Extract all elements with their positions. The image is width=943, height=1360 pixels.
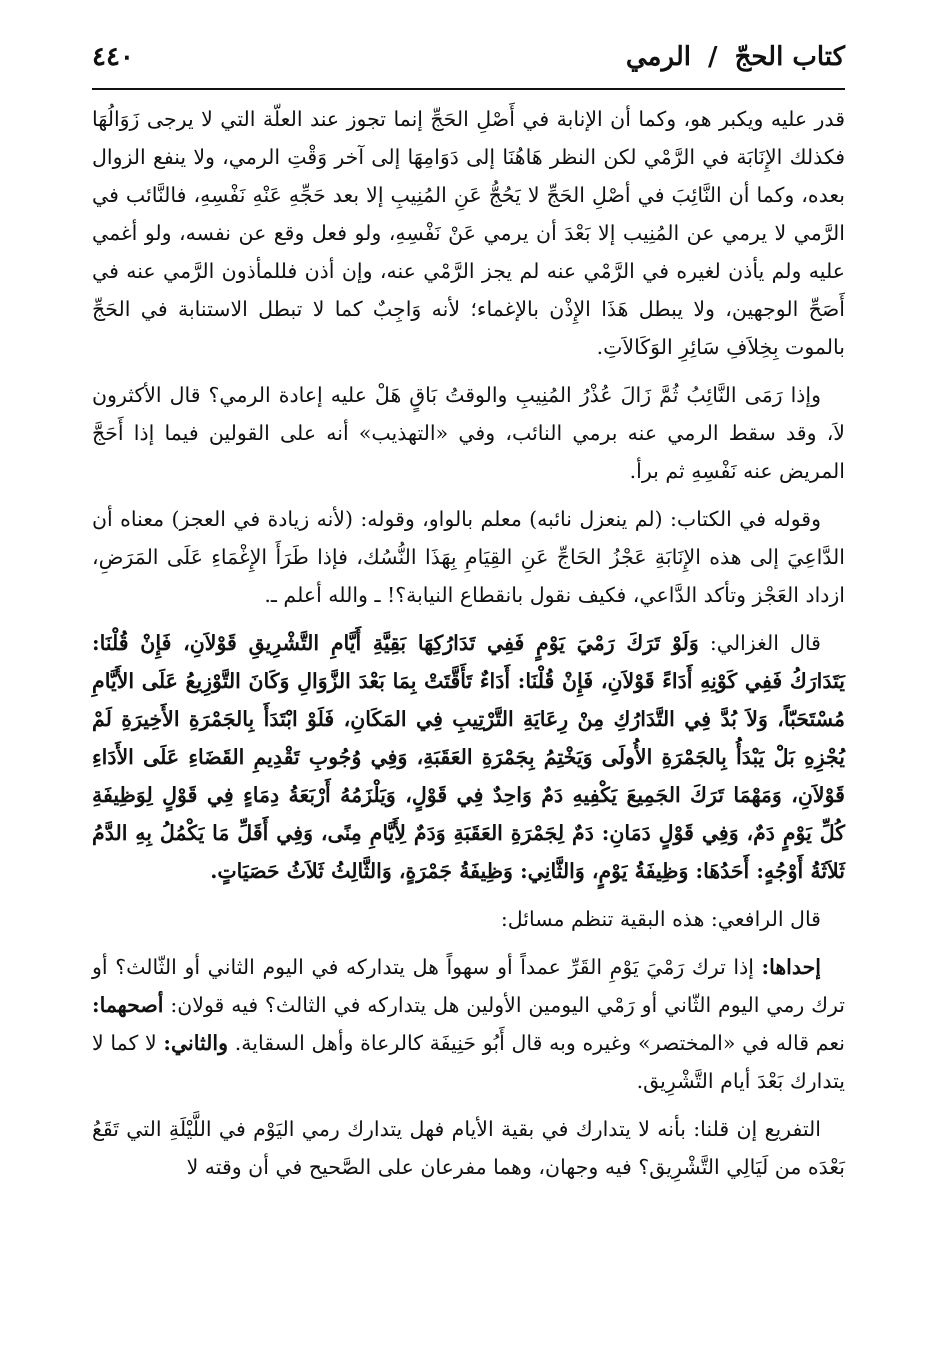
book-title: كتاب الحجّ [734,42,845,72]
term-first-issue: إحداها: [761,955,821,979]
most-correct-text: نعم قاله في «المختصر» وغيره وبه قال أَبُو حَنِيفَة كالرعاة وأهل السقاية. [234,1031,845,1055]
paragraph-4-ghazali [92,624,845,890]
page-header [92,38,845,90]
running-title [626,42,845,72]
ghazali-quote: وَلَوْ تَرَكَ رَمْيَ يَوْمٍ فَفِي تَدَارُكِهَا بَقِيَّةِ أَيَّامِ التَّشْرِيقِ قَوْلاَنِ، فَإِنْ قُلْنَا: يَتَدَارَكُ فَفِي كَوْنِهِ أَدَاءً قَوْلاَنِ، فَإِنْ قُلْنَا: أَدَاءٌ تَأَقَّتَتْ بِمَا بَعْدَ الزَّوَالِ وَكَانَ التَّوْزِيعُ عَلَى الأَيَّامِ مُسْتَحَبّاً، وَلاَ بُدَّ فِي التَّدَارُكِ مِنْ رِعَايَةِ التَّرْتِيبِ فِي المَكَانِ، فَلَوْ ابْتَدَأَ بِالجَمْرَةِ الأَخِيرَةِ لَمْ يُجْزِهِ بَلْ يَبْدَأُ بِالجَمْرَةِ الأُولَى وَيَخْتِمُ بِجَمْرَةِ العَقَبَةِ، وَفِي وُجُوبِ تَقْدِيمِ القَضَاءِ عَلَى الأَدَاءِ قَوْلاَنِ، وَمَهْمَا تَرَكَ الجَمِيعَ يَكْفِيهِ دَمٌ وَاحِدٌ فِي قَوْلٍ، وَيَلْزَمُهُ أَرْبَعَةُ دِمَاءٍ فِي قَوْلٍ لِوَظِيفَةِ كُلِّ يَوْمٍ دَمٌ، وَفِي قَوْلٍ دَمَانِ: دَمٌ لِجَمْرَةِ العَقَبَةِ وَدَمٌ لِأَيَّامِ مِنًى، وَفِي أَقَلِّ مَا يَكْمُلُ بِهِ الدَّمُ ثَلاَثَةُ أَوْجُهٍ: أَحَدُهَا: وَظِيفَةُ يَوْمٍ، وَالثَّانِي: وَظِيفَةُ جَمْرَةٍ، وَالثَّالِثُ ثَلاَثُ حَصَيَاتٍ. [92,631,845,883]
second-opinion-text: لا كما لا يتدارك بَعْدَ أيام التَّشْرِيق. [92,1031,845,1093]
paragraph-5-rafii: قال الرافعي: هذه البقية تنظم مسائل: [500,907,821,931]
term-second-opinion: والثاني: [163,1031,229,1055]
paragraph-2: وإذا رَمَى النَّائِبُ ثُمَّ زَالَ عُذْرُ المُنِيبِ والوقتُ بَاقٍ هَلْ عليه إعادة الرمي؟ قال الأكثرون لاَ، وقد سقط الرمي عنه برمي النائب، وفي «التهذيب» أنه على القولين فيما إذا أَحَجَّ المريض عنه نَفْسِهِ ثم برأ. [92,383,845,483]
paragraph-7: التفريع إن قلنا: بأنه لا يتدارك في بقية الأيام فهل يتدارك رمي اليَوْم في اللَّيْلَةِ التي تَقَعُ بَعْدَه من لَيَالِي التَّشْرِيق؟ فيه وجهان، وهما مفرعان على الصَّحيح في أن وقته لا [92,1117,845,1179]
paragraph-1: قدر عليه ويكبر هو، وكما أن الإنابة في أَصْلِ الحَجِّ إنما تجوز عند العلّة التي لا يرجى زَوَالُهَا فكذلك الإِنَابَة في الرَّمْي لكن النظر هَاهُنَا إلى دَوَامِهَا إلى آخر وَقْتِ الرمي، ولا ينفع الزوال بعده، وكما أن النَّائِبَ في أصْلِ الحَجِّ لا يَحُجُّ عَنِ المُنِيبِ إلا بعد حَجِّهِ عَنْهِ نَفْسِهِ، فالنَّائب في الرَّمي لا يرمي عن المُنِيب إلا بَعْدَ أن يرمي عَنْ نَفْسِهِ، ولو فعل وقع عن نفسه، ولو أغمي عليه ولم يأذن لغيره في الرَّمْي عنه لم يجز الرَّمْي عنه، وإن أذن فللمأذون الرَّمي عنه في أَصَحِّ الوجهين، ولا يبطل هَذَا الإِذْن بالإغماء؛ لأنه وَاجِبٌ كما لا تبطل الاستنابة في الحَجِّ بالموت بِخِلاَفِ سَائِرِ الوَكَالاَتِ. [92,107,845,359]
first-issue-text: إذا ترك رَمْيَ يَوْمِ القَرِّ عمداً أو سهواً هل يتداركه في اليوم الثاني أو الثّالث؟ أو ترك رمي اليوم الثّاني أو رَمْي اليومين الأولين هل يتداركه في الثالث؟ فيه قولان: [92,955,845,1017]
section-title: الرمي [625,42,691,72]
body-text [92,100,845,1196]
ghazali-lead: قال الغزالي: [709,631,821,655]
paragraph-6-issue-one [92,948,845,1100]
page-number: ٤٤٠ [92,42,134,72]
term-most-correct: أصحهما: [92,993,164,1017]
paragraph-3: وقوله في الكتاب: (لم ينعزل نائبه) معلم بالواو، وقوله: (لأنه زيادة في العجز) معناه أن الدَّاعِيَ إلى هذه الإِنَابَةِ عَجْزُ الحَاجِّ عَنِ القِيَامِ بِهَذَا النُّسُك، فإذا طَرَأَ الإِغْمَاءِ عَلَى المَرَضِ، ازداد العَجْز وتأكد الدَّاعي، فكيف نقول بانقطاع النيابة؟! ـ والله أعلم ـ. [92,507,845,607]
title-separator: / [708,42,718,72]
